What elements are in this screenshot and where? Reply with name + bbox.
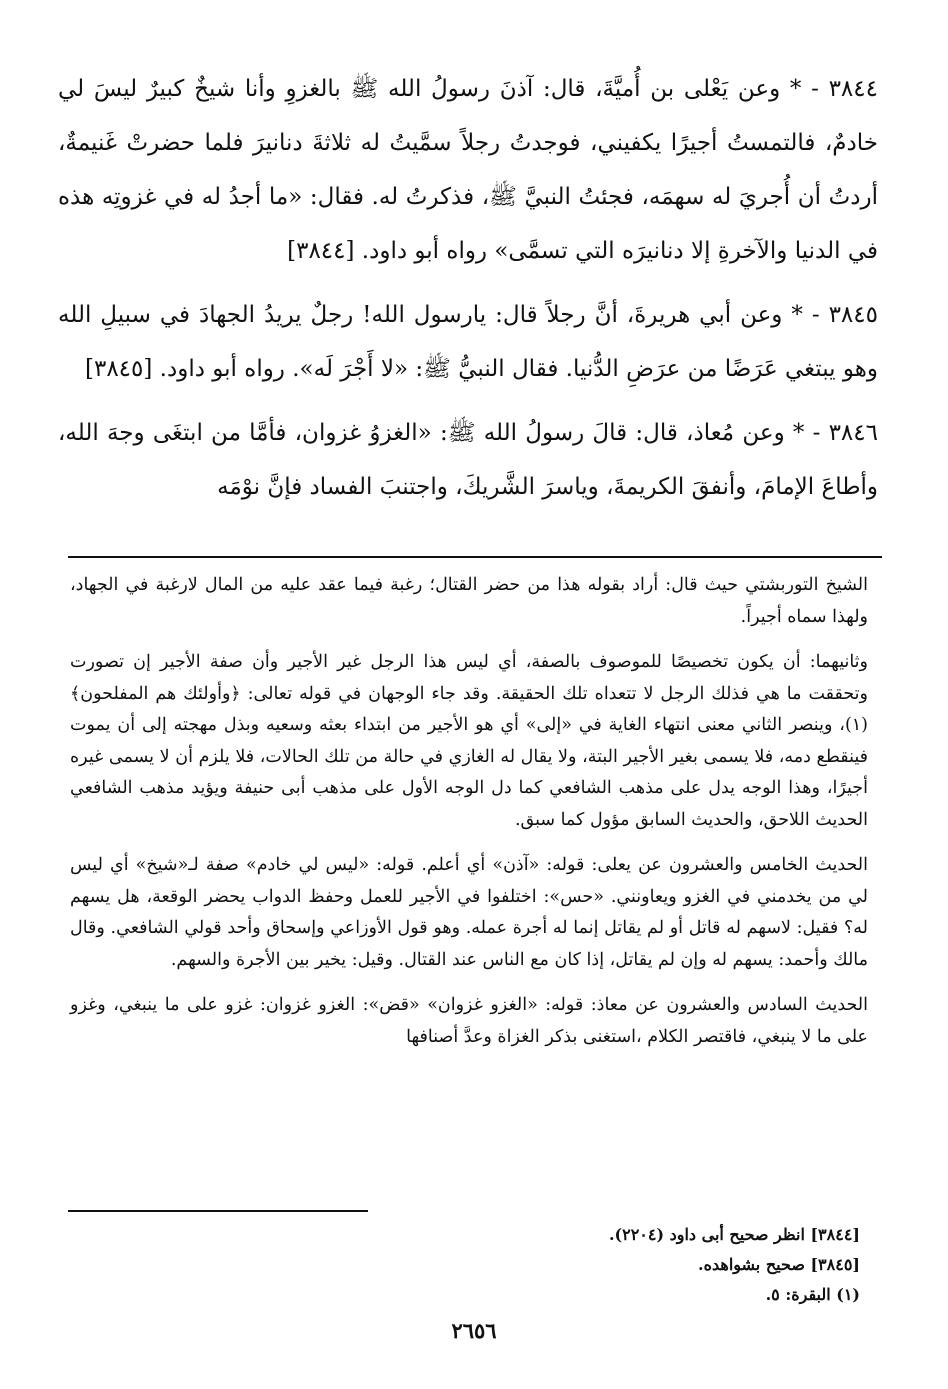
commentary-paragraph-2: وثانيهما: أن يكون تخصيصًا للموصوف بالصفة، أي ليس هذا الرجل غير الأجير وأن صفة الأجير إن تصورت وتحققت ما هي فذلك الرجل لا تتعداه تلك الحقيقة. وقد جاء الوجهان في قوله تعالى: ﴿وأولئك هم المفلحون﴾(١)، وينصر الثاني معنى انتهاء الغاية في «إلى» أي هو الأجير من ابتداء بعثه وسعيه وبذل مهجته إلى أن يموت فينقطع دمه، فلا يسمى بغير الأجير البتة، ولا يقال له الغازي في حالة من تلك الحالات، فلا يلزم أن لا يسمى غيره أجيرًا، وهذا الوجه يدل على مذهب الشافعي كما دل الوجه الأول على مذهب أبى حنيفة ويؤيد مذهب الشافعي الحديث اللاحق، والحديث السابق مؤول كما سبق. xyxy=(70,652,868,830)
footnote-3844: [٣٨٤٤] انظر صحيح أبى داود (٢٢٠٤). xyxy=(608,1225,860,1244)
commentary-paragraph-1: الشيخ التوربشتي حيث قال: أراد بقوله هذا من حضر القتال؛ رغبة فيما عقد عليه من المال لارغبة في الجهاد، ولهذا سماه أجيراً. xyxy=(70,575,868,627)
hadith-3846: ٣٨٤٦ - * وعن مُعاذ، قال: قالَ رسولُ الله ﷺ: «الغزوُ غزوان، فأمَّا من ابتغَى وجهَ الله، وأطاعَ الإمامَ، وأنفقَ الكريمةَ، وياسرَ الشَّريكَ، واجتنبَ الفساد فإنَّ نوْمَه xyxy=(58,420,878,500)
section-divider xyxy=(68,556,882,558)
footnotes xyxy=(300,1220,860,1310)
hadith-text xyxy=(58,62,878,524)
commentary-paragraph-4: الحديث السادس والعشرون عن معاذ: قوله: «الغزو غزوان» «قض»: الغزو غزوان: غزو على ما ينبغي، وغزو على ما لا ينبغي، فاقتصر الكلام ،استغنى بذكر الغزاة وعدَّ أصنافها xyxy=(70,995,868,1047)
footnote-3845: [٣٨٤٥] صحيح بشواهده. xyxy=(698,1255,860,1274)
footnote-1: (١) البقرة: ٥. xyxy=(765,1285,860,1304)
hadith-3844: ٣٨٤٤ - * وعن يَعْلى بن أُميَّةَ، قال: آذنَ رسولُ الله ﷺ بالغزوِ وأنا شيخٌ كبيرٌ ليسَ لي خادمٌ، فالتمستُ أجيرًا يكفيني، فوجدتُ رجلاً سمَّيتُ له ثلاثةَ دنانيرَ فلما حضرتْ غَنيمةٌ، أردتُ أن أُجريَ له سهمَه، فجئتُ النبيَّ ﷺ، فذكرتُ له. فقال: «ما أجدُ له في غزوتِه هذه في الدنيا والآخرةِ إلا دنانيرَه التي تسمَّى» رواه أبو داود. [٣٨٤٤] xyxy=(58,76,878,264)
hadith-3845: ٣٨٤٥ - * وعن أبي هريرةَ، أنَّ رجلاً قال: يارسول الله! رجلٌ يريدُ الجهادَ في سبيلِ الله وهو يبتغي عَرَضًا من عرَضِ الدُّنيا. فقال النبيُّ ﷺ: «لا أَجْرَ لَه». رواه أبو داود. [٣٨٤٥] xyxy=(58,302,878,382)
page-number: ٢٦٥٦ xyxy=(451,1318,497,1343)
footnote-divider xyxy=(68,1210,368,1212)
commentary-text xyxy=(70,570,868,1067)
commentary-paragraph-3: الحديث الخامس والعشرون عن يعلى: قوله: «آذن» أي أعلم. قوله: «ليس لي خادم» صفة لـ«شيخ» أي ليس لي من يخدمني في الغزو ويعاونني. «حس»: اختلفوا في الأجير للعمل وحفظ الدواب يحضر الوقعة، هل يسهم له؟ فقيل: لاسهم له قاتل أو لم يقاتل إنما له أجرة عمله. وهو قول الأوزاعي وإسحاق وأحد قولي الشافعي. وقال مالك وأحمد: يسهم له وإن لم يقاتل، إذا كان مع الناس عند القتال. وقيل: يخير بين الأجرة والسهم. xyxy=(70,855,868,970)
